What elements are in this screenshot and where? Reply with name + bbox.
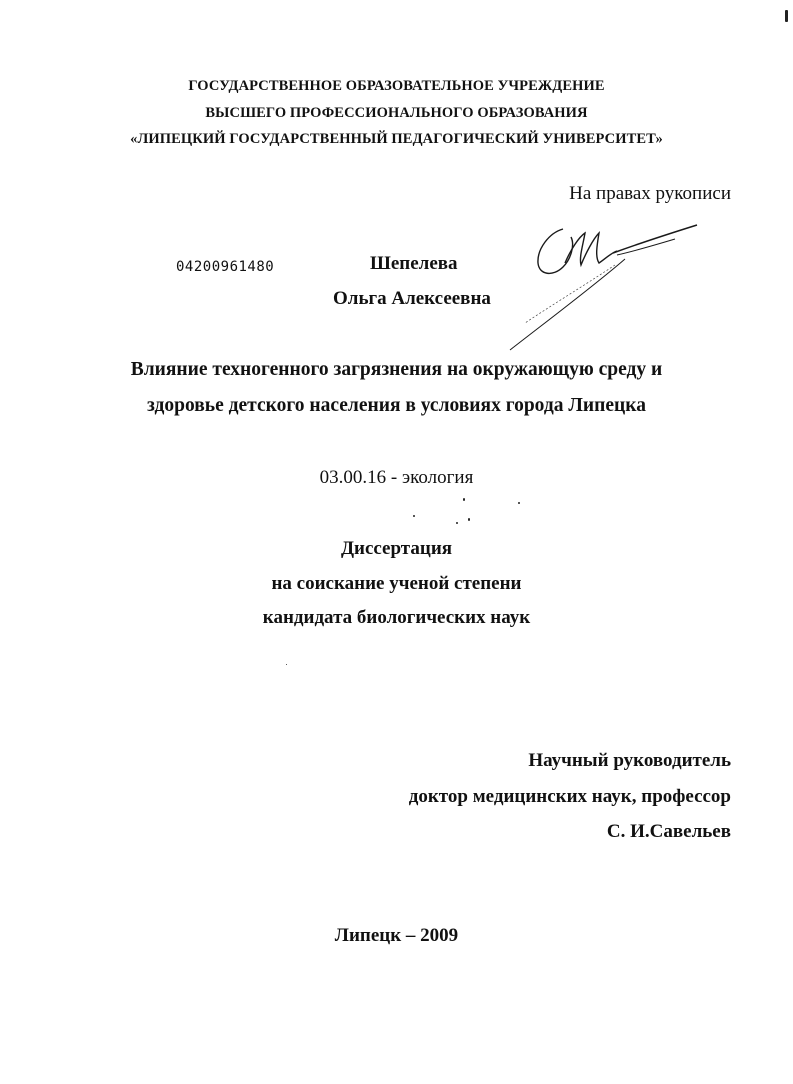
city-year: Липецк – 2009 (334, 925, 459, 946)
title-line-2: здоровье детского населения в условиях города Липецка (147, 395, 646, 416)
scan-speck (518, 502, 520, 504)
scan-speck (286, 664, 287, 665)
scan-speck (463, 498, 465, 501)
title-line-1: Влияние техногенного загрязнения на окружающую среду и (130, 359, 663, 380)
author-given-names: Ольга Алексеевна (333, 288, 491, 309)
institution-line-2: ВЫСШЕГО ПРОФЕССИОНАЛЬНОГО ОБРАЗОВАНИЯ (205, 105, 588, 121)
scan-speck (468, 518, 470, 521)
catalog-code: 04200961480 (176, 259, 275, 275)
scan-speck (456, 522, 458, 524)
supervisor-role: Научный руководитель (528, 750, 731, 771)
specialty: 03.00.16 - экология (319, 467, 474, 488)
institution-line-1: ГОСУДАРСТВЕННОЕ ОБРАЗОВАТЕЛЬНОЕ УЧРЕЖДЕНИЕ (188, 78, 605, 94)
scan-speck (413, 515, 415, 517)
manuscript-note: На правах рукописи (569, 183, 731, 204)
signature-image (505, 215, 705, 355)
scan-speck (785, 10, 788, 22)
supervisor-name: С. И.Савельев (606, 821, 731, 842)
author-surname: Шепелева (370, 253, 458, 274)
dissertation-line-1: Диссертация (340, 538, 453, 559)
institution-line-3: «ЛИПЕЦКИЙ ГОСУДАРСТВЕННЫЙ ПЕДАГОГИЧЕСКИЙ УНИВЕРСИТЕТ» (130, 131, 663, 147)
supervisor-degree: доктор медицинских наук, профессор (408, 786, 731, 807)
dissertation-line-2: на соискание ученой степени (271, 573, 522, 594)
dissertation-line-3: кандидата биологических наук (262, 607, 531, 628)
